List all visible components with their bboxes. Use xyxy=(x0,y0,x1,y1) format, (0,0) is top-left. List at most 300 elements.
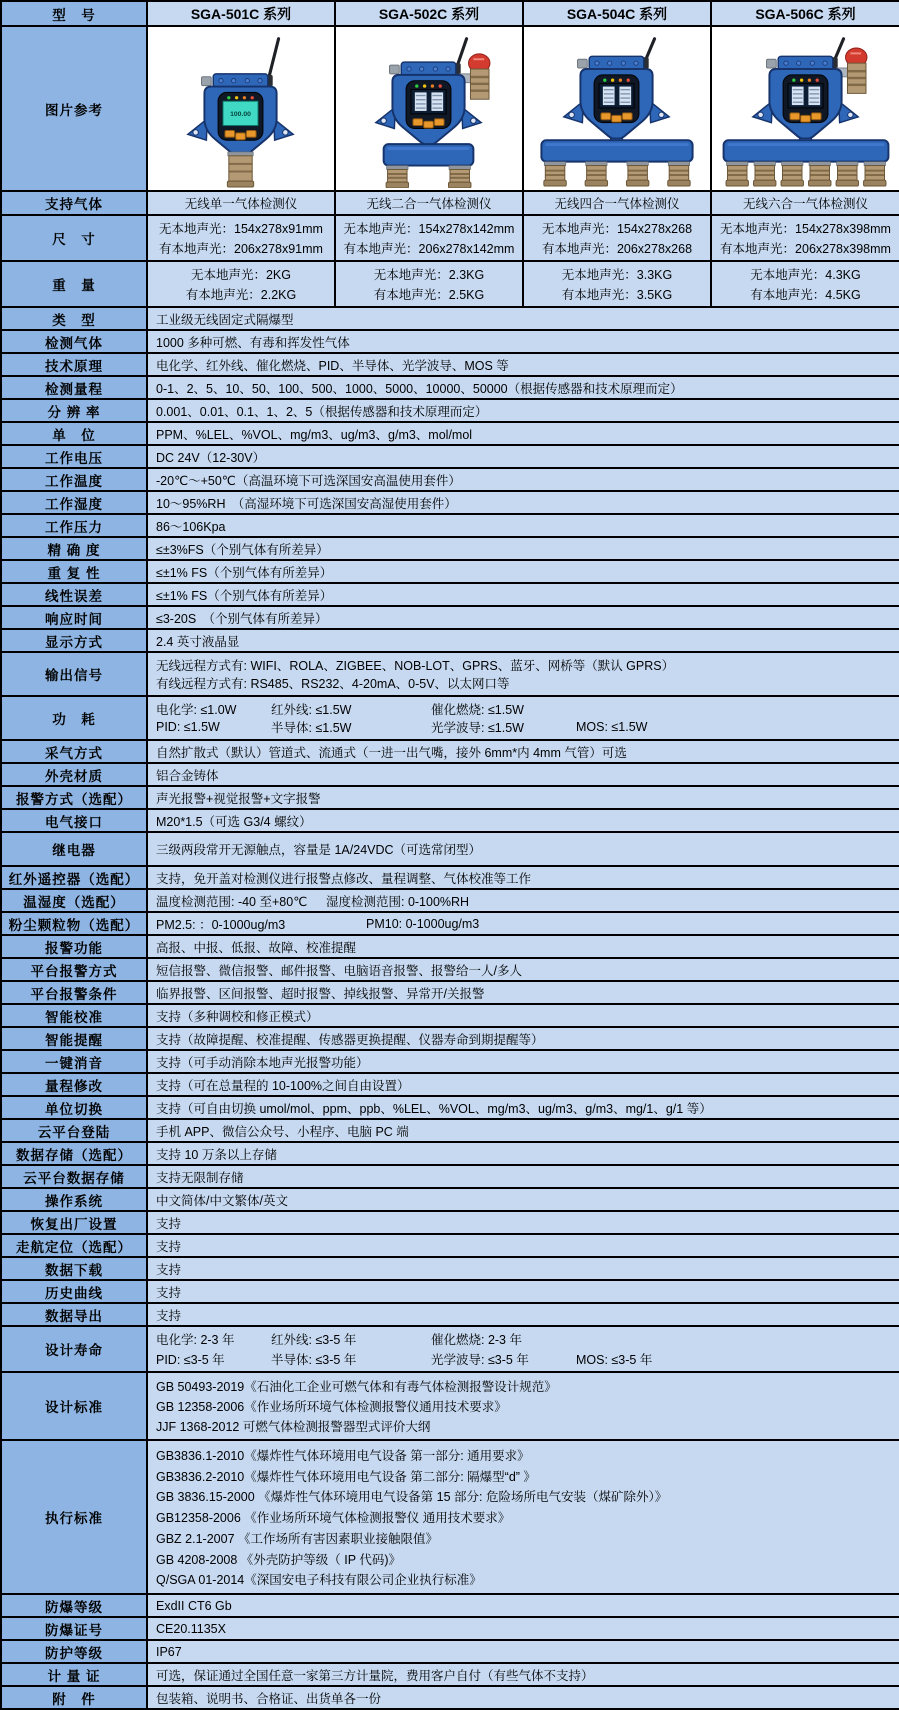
spec-line xyxy=(148,1168,899,1186)
spec-row-label: 类 型 xyxy=(1,307,147,330)
spec-line xyxy=(148,700,899,718)
grid-cell-value xyxy=(335,215,523,261)
sensor-head-icon xyxy=(449,166,471,188)
spec-text: 10～95%RH （高湿环境下可选深国安高湿使用套件） xyxy=(156,497,457,511)
sensor-head-icon xyxy=(836,162,858,186)
spec-text: 0-1、2、5、10、50、100、500、1000、5000、10000、50000（根据传感器和技术原理而定） xyxy=(156,382,683,396)
spec-row-value xyxy=(147,468,899,491)
grid-line xyxy=(336,219,522,237)
spec-row-value xyxy=(147,786,899,809)
grid-text: 有本地声光：2.5KG xyxy=(373,287,485,302)
spec-line xyxy=(148,494,899,512)
spec-line xyxy=(148,840,899,858)
spec-row-label: 平台报警方式 xyxy=(1,958,147,981)
grid-text: 无本地声光：4.3KG xyxy=(750,268,861,283)
spec-text: MOS: ≤3-5 年 xyxy=(576,1352,653,1367)
spec-row-label: 报警方式（选配） xyxy=(1,786,147,809)
spec-text: -20℃～+50℃（高温环境下可选深国安高温使用套件） xyxy=(156,474,461,488)
grid-line xyxy=(524,219,710,237)
sensor-head-icon xyxy=(781,162,803,186)
grid-text: 无线四合一气体检测仪 xyxy=(554,197,680,211)
spec-line xyxy=(148,743,899,761)
spec-row-label: 防爆证号 xyxy=(1,1617,147,1640)
spec-row-value xyxy=(147,537,899,560)
grid-cell-value xyxy=(523,215,711,261)
spec-row-value xyxy=(147,1211,899,1234)
grid-line xyxy=(524,285,710,303)
grid-text: 无线六合一气体检测仪 xyxy=(742,197,868,211)
spec-text: 光学波导: ≤3-5 年 xyxy=(431,1352,529,1367)
spec-row-label: 执行标准 xyxy=(1,1440,147,1594)
spec-row-label: 防护等级 xyxy=(1,1640,147,1663)
spec-row-label: 红外遥控器（选配） xyxy=(1,866,147,889)
spec-text: 支持 xyxy=(156,1217,182,1231)
spec-text: 支持 xyxy=(156,1240,182,1254)
spec-row-value xyxy=(147,330,899,353)
spec-row-value xyxy=(147,1257,899,1280)
spec-row-label: 线性误差 xyxy=(1,583,147,606)
spec-text: 支持（多种调校和修正模式） xyxy=(156,1010,319,1024)
grid-text: 有本地声光：4.5KG xyxy=(750,287,861,302)
spec-row-label: 报警功能 xyxy=(1,935,147,958)
grid-cell-value xyxy=(335,191,523,215)
grid-line xyxy=(148,265,334,283)
product-image-sga-506c xyxy=(711,26,899,191)
spec-row-value xyxy=(147,935,899,958)
product-image-sga-501c xyxy=(147,26,335,191)
spec-line xyxy=(148,1487,899,1505)
grid-text: 无本地声光：3.3KG xyxy=(561,268,673,283)
model-header: SGA-506C 系列 xyxy=(711,1,899,26)
spec-line xyxy=(148,1350,899,1368)
gas-detector-illustration xyxy=(525,29,709,188)
spec-text: 自然扩散式（默认）管道式、流通式（一进一出气嘴，接外 6mm*内 4mm 气管）可选 xyxy=(156,746,627,760)
spec-text: 半导体: ≤3-5 年 xyxy=(271,1352,357,1367)
spec-row-value xyxy=(147,981,899,1004)
spec-line xyxy=(148,563,899,581)
spec-text: 红外线: ≤1.5W xyxy=(271,702,352,717)
spec-text: 短信报警、微信报警、邮件报警、电脑语音报警、报警给一人/多人 xyxy=(156,964,522,978)
spec-row-label: 数据下载 xyxy=(1,1257,147,1280)
spec-row-value xyxy=(147,1663,899,1686)
spec-row-label: 工作湿度 xyxy=(1,491,147,514)
spec-row-label: 检测气体 xyxy=(1,330,147,353)
spec-row-value xyxy=(147,445,899,468)
spec-line xyxy=(148,425,899,443)
spec-line xyxy=(148,1007,899,1025)
spec-line xyxy=(148,938,899,956)
spec-text: ≤3-20S （个别气体有所差异） xyxy=(156,612,328,626)
spec-line xyxy=(148,471,899,489)
grid-line xyxy=(148,219,334,237)
screen-reading: 100.00 xyxy=(230,110,251,118)
spec-text: 电化学: 2-3 年 xyxy=(156,1333,235,1348)
spec-line xyxy=(148,718,899,736)
grid-line xyxy=(712,194,899,212)
spec-text: 电化学: ≤1.0W xyxy=(156,702,237,717)
spec-line xyxy=(148,1030,899,1048)
spec-line xyxy=(148,1145,899,1163)
spec-row-label: 采气方式 xyxy=(1,740,147,763)
grid-cell-value xyxy=(147,191,335,215)
spec-row-value xyxy=(147,376,899,399)
spec-row-value xyxy=(147,1004,899,1027)
spec-line xyxy=(148,789,899,807)
spec-row-label: 单位切换 xyxy=(1,1096,147,1119)
spec-line xyxy=(148,1666,899,1684)
grid-line xyxy=(712,285,899,303)
spec-row-value xyxy=(147,307,899,330)
spec-row-value xyxy=(147,1165,899,1188)
grid-text: 无线二合一气体检测仪 xyxy=(366,197,492,211)
spec-row-label: 历史曲线 xyxy=(1,1280,147,1303)
spec-row-label: 外壳材质 xyxy=(1,763,147,786)
spec-text: 支持 xyxy=(156,1263,182,1277)
grid-text: 无本地声光：154x278x142mm xyxy=(343,222,515,237)
spec-line xyxy=(148,1099,899,1117)
spec-row-value xyxy=(147,889,899,912)
grid-line xyxy=(524,239,710,257)
spec-text: PPM、%LEL、%VOL、mg/m3、ug/m3、g/m3、mol/mol xyxy=(156,428,473,442)
spec-line xyxy=(148,333,899,351)
spec-text: 工业级无线固定式隔爆型 xyxy=(156,313,294,327)
spec-row-label: 响应时间 xyxy=(1,606,147,629)
spec-text: 半导体: ≤1.5W xyxy=(271,721,352,736)
spec-row-value xyxy=(147,399,899,422)
spec-row-value xyxy=(147,1686,899,1709)
grid-row-label: 支持气体 xyxy=(1,191,147,215)
spec-text: 2.4 英寸液晶显 xyxy=(156,635,240,649)
spec-row-label: 功 耗 xyxy=(1,696,147,740)
grid-line xyxy=(336,194,522,212)
spec-row-value xyxy=(147,1617,899,1640)
spec-text: PID: ≤3-5 年 xyxy=(156,1352,225,1367)
spec-row-label: 精 确 度 xyxy=(1,537,147,560)
spec-text: 支持 xyxy=(156,1286,182,1300)
spec-text: 光学波导: ≤1.5W xyxy=(431,721,524,736)
spec-row-value xyxy=(147,629,899,652)
grid-line xyxy=(148,239,334,257)
spec-text: GB3836.1-2010《爆炸性气体环境用电气设备 第一部分: 通用要求》 xyxy=(156,1448,530,1463)
spec-row-label: 平台报警条件 xyxy=(1,981,147,1004)
spec-line xyxy=(148,1689,899,1707)
spec-row-value xyxy=(147,1303,899,1326)
spec-row-value xyxy=(147,740,899,763)
spec-text: 支持 10 万条以上存储 xyxy=(156,1148,277,1162)
spec-row-value xyxy=(147,652,899,696)
grid-text: 无本地声光：154x278x398mm xyxy=(720,222,891,237)
spec-text: 红外线: ≤3-5 年 xyxy=(271,1333,357,1348)
spec-text: 声光报警+视觉报警+文字报警 xyxy=(156,792,321,806)
spec-row-label: 操作系统 xyxy=(1,1188,147,1211)
spec-row-label: 检测量程 xyxy=(1,376,147,399)
spec-text: PM2.5: ：0-1000ug/m3 xyxy=(156,918,286,932)
spec-line xyxy=(148,1076,899,1094)
spec-text: 铝合金铸体 xyxy=(156,769,219,783)
spec-line xyxy=(148,1377,899,1395)
model-header: SGA-504C 系列 xyxy=(523,1,711,26)
spec-text: GBZ 2.1-2007 《工作场所有害因素职业接触限值》 xyxy=(156,1531,438,1546)
sensor-head-icon xyxy=(863,162,885,186)
spec-line xyxy=(148,632,899,650)
sensor-head-icon xyxy=(808,162,830,186)
spec-text: 可选，保证通过全国任意一家第三方计量院，费用客户自付（有些气体不支持） xyxy=(156,1669,594,1683)
sensor-head-icon xyxy=(585,162,607,186)
spec-text: GB 12358-2006《作业场所环境气体检测报警仪通用技术要求》 xyxy=(156,1400,507,1414)
spec-line xyxy=(148,1446,899,1464)
spec-text: 高报、中报、低报、故障、校准提醒 xyxy=(156,941,357,955)
grid-line xyxy=(712,265,899,283)
spec-line xyxy=(148,1550,899,1568)
grid-text: 无本地声光：2.3KG xyxy=(373,268,485,283)
spec-text: 1000 多种可燃、有毒和挥发性气体 xyxy=(156,336,350,350)
spec-line xyxy=(148,540,899,558)
spec-text: PM10: 0-1000ug/m3 xyxy=(366,917,480,931)
sensor-head-icon xyxy=(544,162,566,186)
spec-line xyxy=(148,517,899,535)
spec-row-label: 粉尘颗粒物（选配） xyxy=(1,912,147,935)
spec-row-label: 分 辨 率 xyxy=(1,399,147,422)
spec-row-label: 数据导出 xyxy=(1,1303,147,1326)
spec-row-label: 技术原理 xyxy=(1,353,147,376)
spec-text: 支持（可在总量程的 10-100%之间自由设置） xyxy=(156,1079,410,1093)
spec-row-value xyxy=(147,696,899,740)
spec-row-value xyxy=(147,1050,899,1073)
sensor-head-icon xyxy=(386,166,408,188)
spec-text: MOS: ≤1.5W xyxy=(576,720,648,735)
spec-line xyxy=(148,961,899,979)
spec-text: GB 4208-2008 《外壳防护等级（ IP 代码)》 xyxy=(156,1552,401,1567)
spec-text: 支持无限制存储 xyxy=(156,1171,244,1185)
spec-text: GB 50493-2019《石油化工企业可燃气体和有毒气体检测报警设计规范》 xyxy=(156,1380,557,1394)
model-header: SGA-502C 系列 xyxy=(335,1,523,26)
spec-row-value xyxy=(147,1280,899,1303)
grid-cell-value xyxy=(523,261,711,307)
spec-text: GB3836.2-2010《爆炸性气体环境用电气设备 第二部分: 隔爆型“d” 》 xyxy=(156,1469,536,1484)
spec-row-label: 设计寿命 xyxy=(1,1326,147,1372)
spec-line xyxy=(148,869,899,887)
spec-text: GB12358-2006 《作业场所环境气体检测报警仪 通用技术要求》 xyxy=(156,1511,511,1525)
spec-text: 催化燃烧: ≤1.5W xyxy=(431,702,524,717)
spec-row-value xyxy=(147,912,899,935)
grid-line xyxy=(336,265,522,283)
spec-row-label: 单 位 xyxy=(1,422,147,445)
model-header: SGA-501C 系列 xyxy=(147,1,335,26)
spec-row-value xyxy=(147,1234,899,1257)
spec-line xyxy=(148,448,899,466)
spec-row-label: 云平台登陆 xyxy=(1,1119,147,1142)
spec-line xyxy=(148,356,899,374)
spec-row-value xyxy=(147,1440,899,1594)
spec-row-label: 重 复 性 xyxy=(1,560,147,583)
product-image-sga-502c xyxy=(335,26,523,191)
sensor-head-icon xyxy=(668,162,690,186)
sensor-head-icon xyxy=(726,162,748,186)
spec-text: CE20.1135X xyxy=(156,1621,226,1636)
spec-line xyxy=(148,1397,899,1415)
spec-text: 包装箱、说明书、合格证、出货单各一份 xyxy=(156,1692,382,1706)
spec-line xyxy=(148,984,899,1002)
spec-text: ≤±1% FS（个别气体有所差异） xyxy=(156,566,333,580)
spec-line xyxy=(148,586,899,604)
spec-row-value xyxy=(147,1096,899,1119)
grid-cell-value xyxy=(711,261,899,307)
spec-text: GB 3836.15-2000 《爆炸性气体环境用电气设备第 15 部分: 危险场所电气安装（煤矿除外）》 xyxy=(156,1490,668,1505)
spec-row-label: 工作压力 xyxy=(1,514,147,537)
grid-cell-value xyxy=(147,261,335,307)
spec-line xyxy=(148,1417,899,1435)
sensor-head-icon xyxy=(753,162,775,186)
spec-text: 支持，免开盖对检测仪进行报警点修改、量程调整、气体校准等工作 xyxy=(156,872,532,886)
spec-row-value xyxy=(147,1027,899,1050)
spec-text: 三级两段常开无源触点，容量是 1A/24VDC（可选常闭型） xyxy=(156,843,482,857)
spec-line xyxy=(148,674,899,692)
grid-line xyxy=(712,239,899,257)
grid-row-label: 尺 寸 xyxy=(1,215,147,261)
gas-detector-illustration xyxy=(714,29,898,188)
spec-text: 支持（故障提醒、校准提醒、传感器更换提醒、仪器寿命到期提醒等） xyxy=(156,1033,544,1047)
spec-line xyxy=(148,1053,899,1071)
spec-row-value xyxy=(147,958,899,981)
spec-row-value xyxy=(147,1119,899,1142)
spec-line xyxy=(148,1260,899,1278)
spec-line xyxy=(148,1645,899,1659)
spec-row-value xyxy=(147,606,899,629)
grid-cell-value xyxy=(147,215,335,261)
spec-row-label: 温湿度（选配） xyxy=(1,889,147,912)
spec-row-value xyxy=(147,353,899,376)
sensor-head-icon xyxy=(626,162,648,186)
spec-line xyxy=(148,379,899,397)
grid-text: 有本地声光：206x278x91mm xyxy=(159,241,323,256)
spec-text: 手机 APP、微信公众号、小程序、电脑 PC 端 xyxy=(156,1125,409,1139)
spec-text: 电化学、红外线、催化燃烧、PID、半导体、光学波导、MOS 等 xyxy=(156,359,509,373)
grid-text: 有本地声光：206x278x398mm xyxy=(720,241,891,256)
spec-text: IP67 xyxy=(156,1644,182,1659)
spec-row-value xyxy=(147,809,899,832)
spec-row-label: 计 量 证 xyxy=(1,1663,147,1686)
model-row-label: 型 号 xyxy=(1,1,147,26)
spec-text: PID: ≤1.5W xyxy=(156,720,220,735)
spec-text: 湿度检测范围: 0-100%RH xyxy=(326,895,470,909)
spec-row-label: 量程修改 xyxy=(1,1073,147,1096)
spec-line xyxy=(148,1214,899,1232)
gas-detector-illustration xyxy=(149,29,333,188)
grid-line xyxy=(336,239,522,257)
grid-cell-value xyxy=(711,191,899,215)
grid-text: 有本地声光：3.5KG xyxy=(561,287,673,302)
spec-line xyxy=(148,1330,899,1348)
spec-row-value xyxy=(147,422,899,445)
spec-text: JJF 1368-2012 可燃气体检测报警器型式评价大纲 xyxy=(156,1420,431,1434)
spec-line xyxy=(148,1237,899,1255)
grid-text: 无本地声光：2KG xyxy=(190,268,291,283)
spec-row-label: 数据存储（选配） xyxy=(1,1142,147,1165)
spec-row-value xyxy=(147,1073,899,1096)
spec-line xyxy=(148,1599,899,1613)
spec-row-value xyxy=(147,1594,899,1617)
spec-text: 临界报警、区间报警、超时报警、掉线报警、异常开/关报警 xyxy=(156,987,485,1001)
spec-text: 支持 xyxy=(156,1309,182,1323)
grid-line xyxy=(336,285,522,303)
spec-row-value xyxy=(147,491,899,514)
spec-line xyxy=(148,1529,899,1547)
spec-row-value xyxy=(147,1372,899,1440)
spec-row-label: 云平台数据存储 xyxy=(1,1165,147,1188)
spec-text: 支持（可自由切换 umol/mol、ppm、ppb、%LEL、%VOL、mg/m3、ug/m3、g/m3、mg/1、g/1 等） xyxy=(156,1102,712,1116)
spec-line xyxy=(148,892,899,910)
spec-line xyxy=(148,1508,899,1526)
spec-row-value xyxy=(147,560,899,583)
spec-row-label: 电气接口 xyxy=(1,809,147,832)
spec-line xyxy=(148,609,899,627)
spec-row-label: 继电器 xyxy=(1,832,147,866)
spec-row-label: 防爆等级 xyxy=(1,1594,147,1617)
spec-row-value xyxy=(147,763,899,786)
spec-line xyxy=(148,1306,899,1324)
grid-cell-value xyxy=(335,261,523,307)
grid-line xyxy=(712,219,899,237)
spec-row-label: 显示方式 xyxy=(1,629,147,652)
spec-line xyxy=(148,915,899,933)
spec-row-label: 输出信号 xyxy=(1,652,147,696)
spec-text: 支持（可手动消除本地声光报警功能） xyxy=(156,1056,369,1070)
spec-line xyxy=(148,310,899,328)
grid-text: 有本地声光：206x278x268 xyxy=(541,241,693,256)
spec-text: M20*1.5（可选 G3/4 螺纹） xyxy=(156,815,312,829)
grid-text: 无线单一气体检测仪 xyxy=(184,197,298,211)
spec-row-label: 恢复出厂设置 xyxy=(1,1211,147,1234)
grid-line xyxy=(148,194,334,212)
spec-line xyxy=(148,1283,899,1301)
spec-text: 86～106Kpa xyxy=(156,520,226,534)
grid-cell-value xyxy=(711,215,899,261)
spec-row-value xyxy=(147,866,899,889)
spec-text: DC 24V（12-30V） xyxy=(156,451,266,465)
spec-text: ≤±3%FS（个别气体有所差异） xyxy=(156,543,329,557)
grid-line xyxy=(148,285,334,303)
spec-line xyxy=(148,1570,899,1588)
spec-text: 温度检测范围: -40 至+80℃ xyxy=(156,895,308,909)
spec-text: Q/SGA 01-2014《深国安电子科技有限公司企业执行标准》 xyxy=(156,1573,482,1588)
spec-row-label: 走航定位（选配） xyxy=(1,1234,147,1257)
spec-text: 催化燃烧: 2-3 年 xyxy=(431,1333,522,1348)
spec-line xyxy=(148,402,899,420)
spec-line xyxy=(148,1122,899,1140)
spec-text: ExdII CT6 Gb xyxy=(156,1598,232,1613)
spec-line xyxy=(148,1191,899,1209)
sensor-head-icon xyxy=(227,152,253,187)
spec-line xyxy=(148,1622,899,1636)
spec-row-value xyxy=(147,583,899,606)
gas-detector-illustration xyxy=(337,29,521,188)
spec-row-label: 智能校准 xyxy=(1,1004,147,1027)
grid-line xyxy=(524,265,710,283)
spec-row-label: 设计标准 xyxy=(1,1372,147,1440)
grid-text: 有本地声光：206x278x142mm xyxy=(343,241,515,256)
product-image-sga-504c xyxy=(523,26,711,191)
grid-text: 无本地声光：154x278x268 xyxy=(541,222,693,237)
grid-text: 有本地声光：2.2KG xyxy=(185,287,297,302)
spec-line xyxy=(148,766,899,784)
spec-text: 有线远程方式有: RS485、RS232、4-20mA、0-5V、以太网口等 xyxy=(156,677,510,692)
spec-line xyxy=(148,656,899,674)
grid-row-label: 重 量 xyxy=(1,261,147,307)
spec-text: ≤±1% FS（个别气体有所差异） xyxy=(156,589,333,603)
spec-row-value xyxy=(147,832,899,866)
spec-row-label: 一键消音 xyxy=(1,1050,147,1073)
spec-line xyxy=(148,1467,899,1485)
